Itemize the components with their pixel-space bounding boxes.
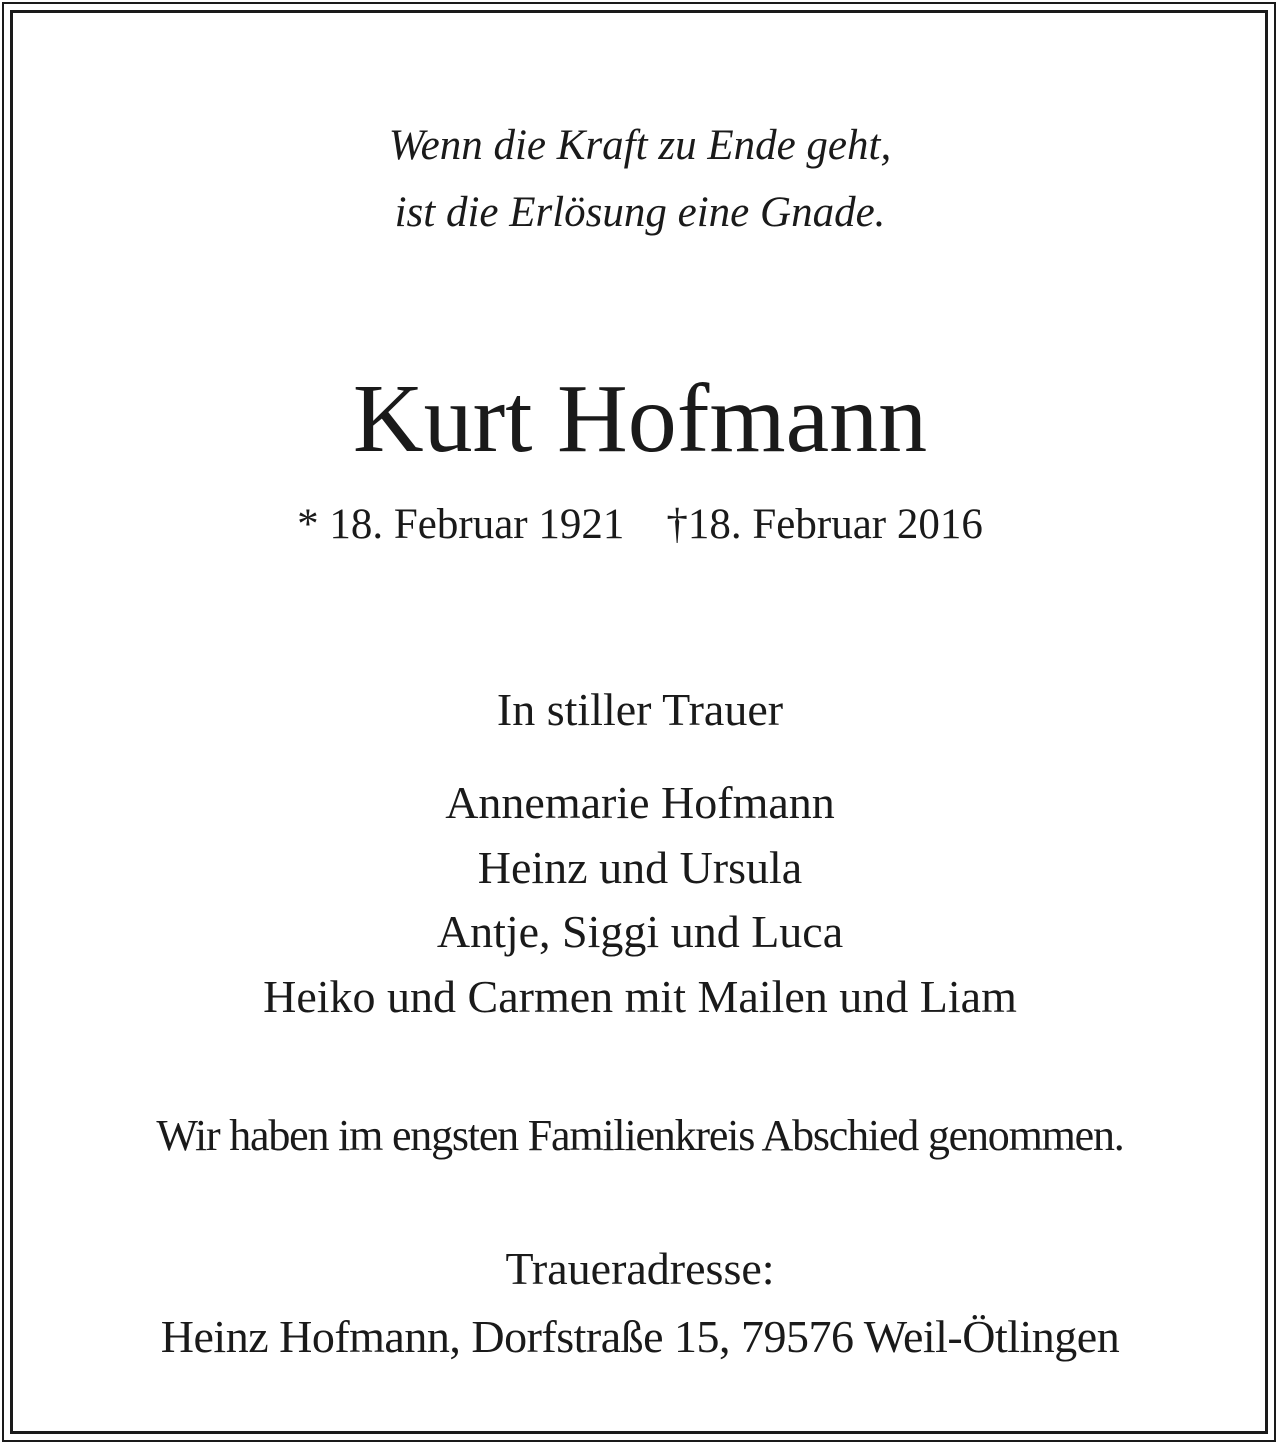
address-label: Traueradresse: — [505, 1243, 775, 1294]
deceased-name: Kurt Hofmann — [352, 365, 928, 473]
birth-date: * 18. Februar 1921 — [297, 501, 625, 548]
motto-line-2: ist die Erlösung eine Gnade. — [394, 189, 886, 236]
family-member: Heinz und Ursula — [477, 842, 803, 893]
family-member: Annemarie Hofmann — [445, 777, 835, 828]
family-member: Heiko und Carmen mit Mailen und Liam — [263, 971, 1017, 1022]
life-dates — [0, 500, 1280, 550]
family-member: Antje, Siggi und Luca — [436, 906, 844, 957]
mourning-heading: In stiller Trauer — [496, 684, 784, 735]
farewell-note: Wir haben im engsten Familienkreis Abschied genommen. — [156, 1111, 1124, 1160]
mourning-address: Heinz Hofmann, Dorfstraße 15, 79576 Weil-Ötlingen — [160, 1311, 1120, 1362]
death-date: †18. Februar 2016 — [666, 501, 983, 548]
motto-line-1: Wenn die Kraft zu Ende geht, — [388, 122, 892, 169]
